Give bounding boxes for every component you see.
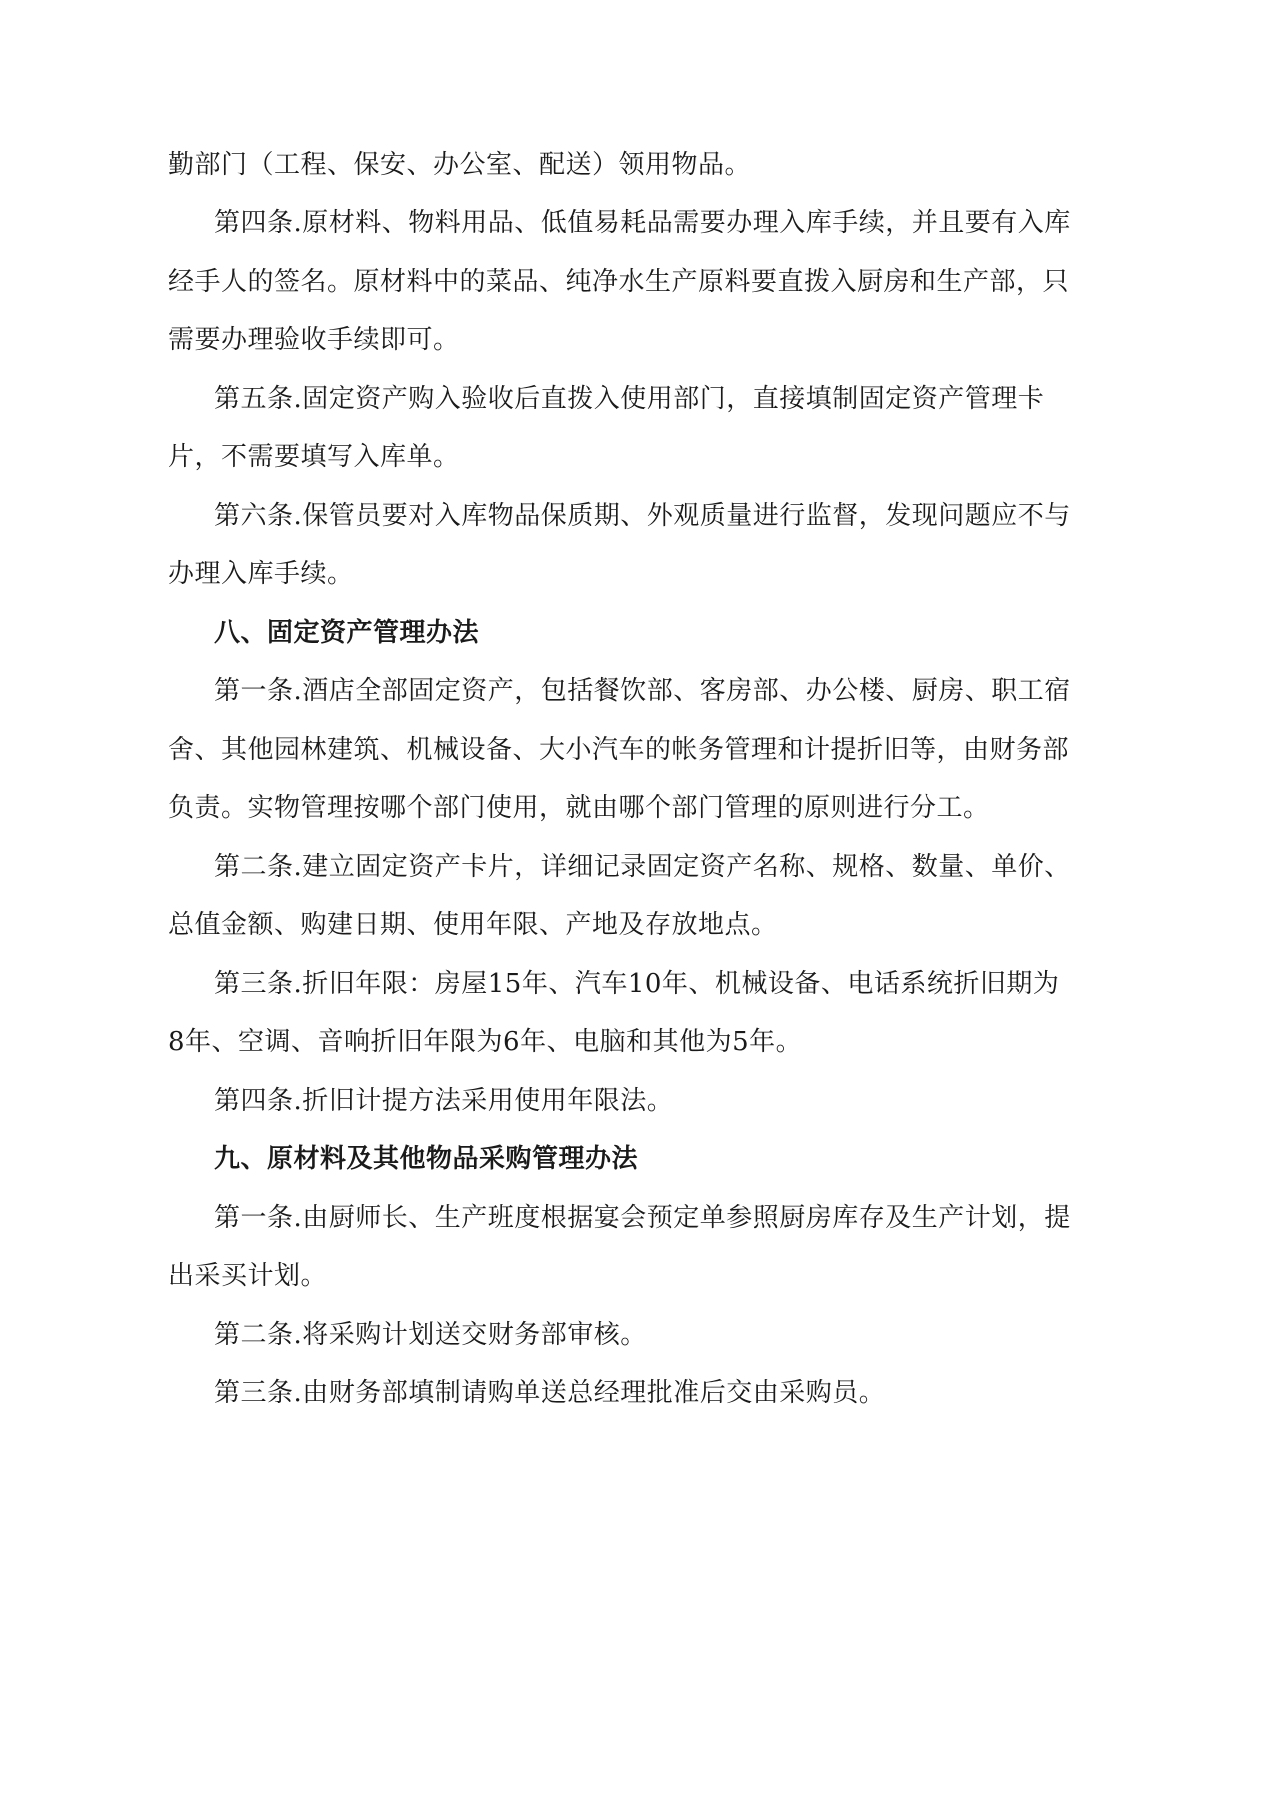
text-line: 片，不需要填写入库单。 [168, 442, 460, 472]
text-line: 8年、空调、音响折旧年限为6年、电脑和其他为5年。 [168, 1027, 803, 1057]
text-line: 第四条.折旧计提方法采用使用年限法。 [214, 1086, 674, 1116]
text-line: 总值金额、购建日期、使用年限、产地及存放地点。 [168, 910, 778, 940]
text-line: 舍、其他园林建筑、机械设备、大小汽车的帐务管理和计提折旧等，由财务部 [168, 735, 1070, 765]
text-line: 第四条.原材料、物料用品、低值易耗品需要办理入库手续，并且要有入库 [214, 208, 1071, 238]
text-line: 第一条.由厨师长、生产班度根据宴会预定单参照厨房库存及生产计划，提 [214, 1203, 1071, 1233]
text-line: 第三条.折旧年限：房屋15年、汽车10年、机械设备、电话系统折旧期为 [214, 969, 1060, 999]
text-line: 第二条.建立固定资产卡片，详细记录固定资产名称、规格、数量、单价、 [214, 852, 1071, 882]
text-line: 第五条.固定资产购入验收后直拨入使用部门，直接填制固定资产管理卡 [214, 384, 1045, 414]
text-line: 第六条.保管员要对入库物品保质期、外观质量进行监督，发现问题应不与 [214, 501, 1071, 531]
text-line: 第一条.酒店全部固定资产，包括餐饮部、客房部、办公楼、厨房、职工宿 [214, 676, 1071, 706]
text-line: 勤部门（工程、保安、办公室、配送）领用物品。 [168, 150, 752, 180]
text-line: 需要办理验收手续即可。 [168, 325, 460, 355]
text-line: 办理入库手续。 [168, 559, 354, 589]
section-heading: 九、原材料及其他物品采购管理办法 [214, 1144, 639, 1174]
text-line: 第二条.将采购计划送交财务部审核。 [214, 1320, 647, 1350]
text-line: 经手人的签名。原材料中的菜品、纯净水生产原料要直拨入厨房和生产部，只 [168, 267, 1070, 297]
text-line: 出采买计划。 [168, 1261, 328, 1291]
text-line: 负责。实物管理按哪个部门使用，就由哪个部门管理的原则进行分工。 [168, 793, 990, 823]
text-line: 第三条.由财务部填制请购单送总经理批准后交由采购员。 [214, 1378, 886, 1408]
section-heading: 八、固定资产管理办法 [214, 618, 480, 648]
